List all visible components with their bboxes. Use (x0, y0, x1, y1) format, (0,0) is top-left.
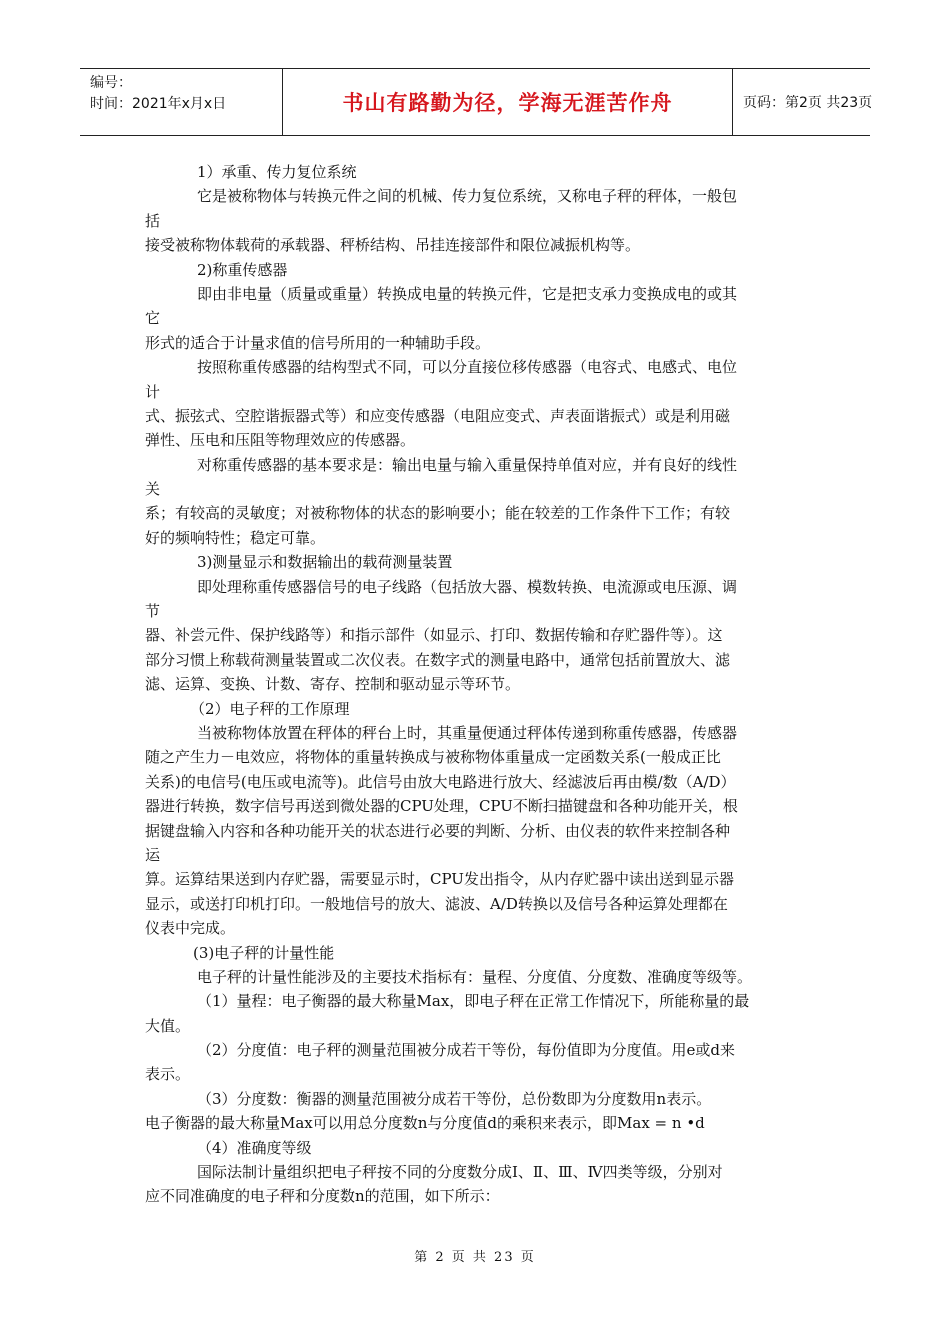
text-line: 按照称重传感器的结构型式不同，可以分直接位移传感器（电容式、电感式、电位 (197, 358, 738, 377)
text-line: 系；有较高的灵敏度；对被称物体的状态的影响要小；能在较差的工作条件下工作；有较 (145, 504, 731, 523)
document-date-label: 时间：2021年x月x日 (90, 96, 227, 112)
text-line: 据键盘输入内容和各种功能开关的状态进行必要的判断、分析、由仪表的软件来控制各种 (145, 821, 731, 840)
document-body (145, 160, 810, 1209)
text-line: 关系)的电信号(电压或电流等)。此信号由放大电路进行放大、经滤波后再由模/数（A/D） (145, 772, 736, 791)
text-line: 运 (145, 845, 161, 864)
text-line: 1）承重、传力复位系统 (197, 163, 357, 181)
text-line: 国际法制计量组织把电子秤按不同的分度数分成Ⅰ、Ⅱ、Ⅲ、Ⅳ四类等级，分别对 (197, 1163, 723, 1182)
text-line: 部分习惯上称载荷测量装置或二次仪表。在数字式的测量电路中，通常包括前置放大、滤 (145, 650, 731, 669)
text-line: 节 (145, 602, 161, 621)
text-line: 式、振弦式、空腔谐振器式等）和应变传感器（电阻应变式、声表面谐振式）或是利用磁 (145, 406, 731, 425)
text-line: 随之产生力－电效应，将物体的重量转换成与被称物体重量成一定函数关系(一般成正比 (145, 748, 721, 767)
text-line: 接受被称物体载荷的承载器、秤桥结构、吊挂连接部件和限位减振机构等。 (145, 236, 641, 255)
header-page-cell (733, 69, 873, 135)
header-info-cell (80, 69, 283, 135)
text-line: 电子衡器的最大称量Max可以用总分度数n与分度值d的乘积来表示，即Max = n •d (145, 1114, 705, 1133)
text-line: 大值。 (145, 1016, 191, 1035)
text-line: 2)称重传感器 (197, 260, 288, 279)
text-line: 应不同准确度的电子秤和分度数n的范围，如下所示： (145, 1187, 500, 1206)
text-line: 电子秤的计量性能涉及的主要技术指标有：量程、分度值、分度数、准确度等级等。 (197, 967, 753, 986)
text-line: 3)测量显示和数据输出的载荷测量装置 (197, 553, 453, 572)
header-page-number: 页码：第2页 共23页 (743, 95, 873, 111)
text-line: 弹性、压电和压阻等物理效应的传感器。 (145, 431, 416, 450)
text-line: 算。运算结果送到内存贮器，需要显示时，CPU发出指令，从内存贮器中读出送到显示器 (145, 870, 734, 889)
text-line: 表示。 (145, 1065, 191, 1084)
text-line: 计 (145, 382, 161, 401)
text-line: 关 (145, 480, 161, 499)
text-line: （1）量程：电子衡器的最大称量Max，即电子秤在正常工作情况下，所能称量的最 (197, 992, 750, 1011)
text-line: （2）分度值：电子秤的测量范围被分成若干等份，每份值即为分度值。用e或d来 (197, 1041, 736, 1060)
text-line: 器进行转换，数字信号再送到微处器的CPU处理，CPU不断扫描键盘和各种功能开关，根 (145, 797, 738, 816)
text-line: 当被称物体放置在秤体的秤台上时，其重量便通过秤体传递到称重传感器，传感器 (197, 723, 738, 742)
text-line: 显示，或送打印机打印。一般地信号的放大、滤波、A/D转换以及信号各种运算处理都在 (145, 894, 728, 913)
text-line: 对称重传感器的基本要求是：输出电量与输入重量保持单值对应，并有良好的线性 (197, 455, 738, 474)
document-number-label: 编号： (90, 75, 132, 91)
header-motto: 书山有路勤为径，学海无涯苦作舟 (342, 91, 673, 115)
text-line: 滤、运算、变换、计数、寄存、控制和驱动显示等环节。 (145, 675, 521, 694)
text-line: 它是被称物体与转换元件之间的机械、传力复位系统，又称电子秤的秤体，一般包 (197, 187, 738, 206)
text-line: 即处理称重传感器信号的电子线路（包括放大器、模数转换、电流源或电压源、调 (197, 577, 738, 596)
page-footer: 第 2 页 共 23 页 (414, 1250, 536, 1265)
text-line: 器、补尝元件、保护线路等）和指示部件（如显示、打印、数据传输和存贮器件等）。这 (145, 626, 723, 645)
text-line: 即由非电量（质量或重量）转换成电量的转换元件，它是把支承力变换成电的或其 (197, 284, 738, 303)
text-line: 形式的适合于计量求值的信号所用的一种辅助手段。 (145, 333, 491, 352)
text-line: (3)电子秤的计量性能 (193, 943, 335, 962)
text-line: （3）分度数：衡器的测量范围被分成若干等份，总份数即为分度数用n表示。 (197, 1089, 712, 1108)
header-motto-cell (283, 69, 733, 135)
text-line: （4）准确度等级 (197, 1138, 312, 1157)
text-line: 括 (145, 211, 161, 230)
text-line: 仪表中完成。 (145, 919, 236, 938)
text-line: 好的频响特性；稳定可靠。 (145, 528, 326, 547)
text-line: 它 (145, 309, 161, 328)
text-line: （2）电子秤的工作原理 (190, 699, 350, 718)
page-header (80, 68, 873, 136)
